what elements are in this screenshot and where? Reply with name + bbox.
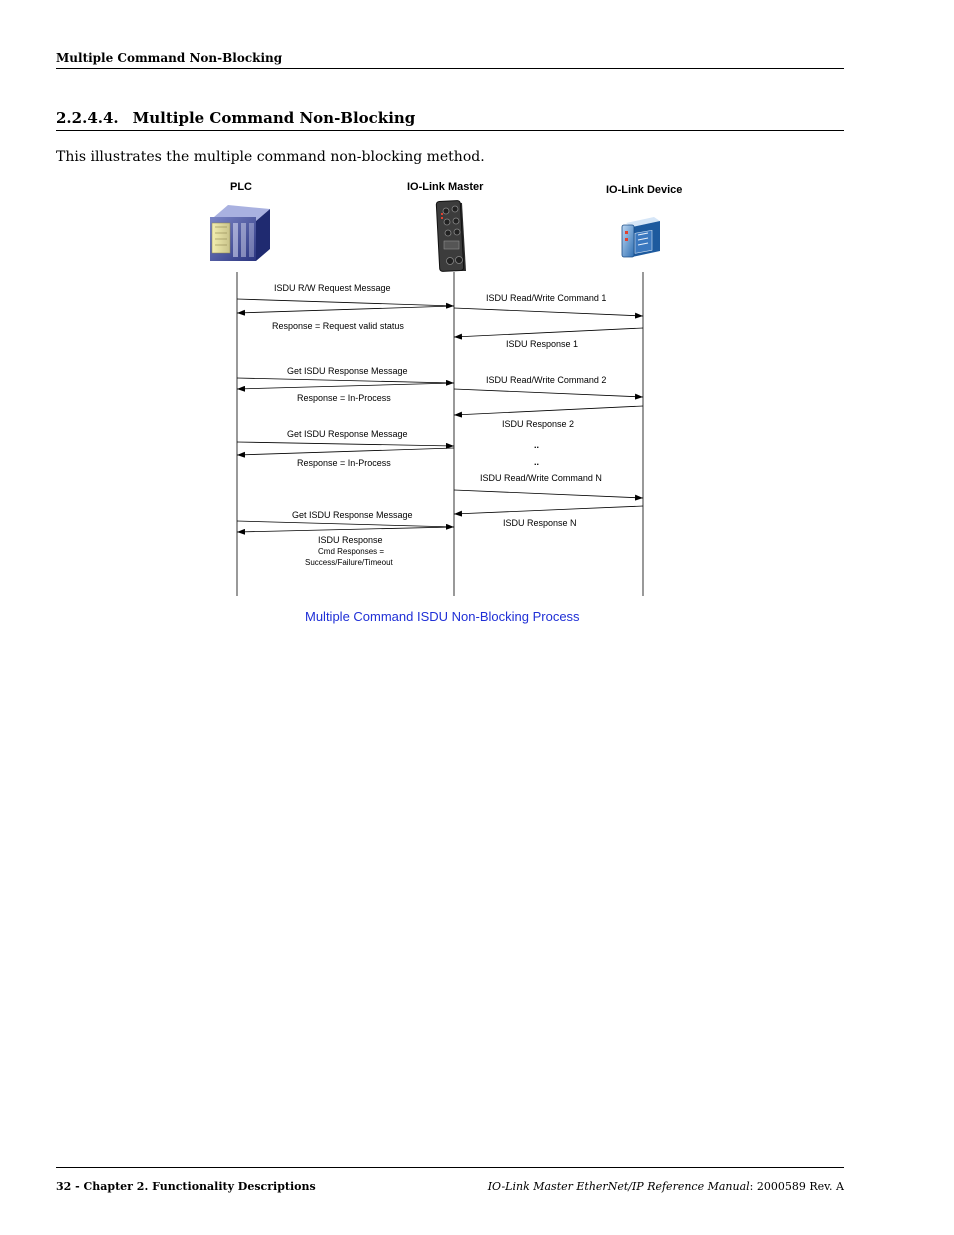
msg-isdu-response-n: ISDU Response N — [503, 518, 577, 528]
footer-manual-reference — [488, 1180, 844, 1193]
msg-isdu-response-1: ISDU Response 1 — [506, 339, 579, 349]
msg-get-isdu-response-3: Get ISDU Response Message — [292, 510, 413, 520]
section-number: 2.2.4.4. — [56, 109, 119, 127]
running-header: Multiple Command Non-Blocking — [56, 51, 283, 65]
section-rule — [56, 130, 844, 131]
lane-label-master: IO-Link Master — [407, 181, 484, 193]
footer-doc-number: : 2000589 Rev. A — [749, 1180, 844, 1193]
header-rule — [56, 68, 844, 69]
io-link-master-icon — [436, 200, 466, 271]
lane-label-device: IO-Link Device — [606, 184, 683, 196]
section-title-text: Multiple Command Non-Blocking — [132, 109, 416, 127]
msg-cmd-responses: Cmd Responses = — [318, 547, 385, 556]
ellipsis-2: .. — [534, 457, 540, 467]
sequence-diagram — [200, 175, 700, 607]
figure-caption: Multiple Command ISDU Non-Blocking Process — [305, 609, 580, 624]
msg-response-in-process-2: Response = In-Process — [297, 458, 391, 468]
ellipsis-1: .. — [534, 440, 540, 450]
msg-isdu-rw-command-1: ISDU Read/Write Command 1 — [486, 293, 607, 303]
intro-paragraph: This illustrates the multiple command non-blocking method. — [56, 149, 485, 165]
msg-isdu-response-2: ISDU Response 2 — [502, 419, 575, 429]
msg-response-in-process-1: Response = In-Process — [297, 393, 391, 403]
msg-success-failure-timeout: Success/Failure/Timeout — [305, 558, 393, 567]
msg-isdu-rw-request: ISDU R/W Request Message — [274, 283, 391, 293]
lane-label-plc: PLC — [230, 181, 252, 193]
message-arrows — [237, 299, 643, 532]
footer-manual-title: IO-Link Master EtherNet/IP Reference Manual — [487, 1180, 750, 1193]
footer-rule — [56, 1167, 844, 1168]
msg-final-isdu-response: ISDU Response — [318, 535, 383, 545]
msg-get-isdu-response-2: Get ISDU Response Message — [287, 429, 408, 439]
section-heading — [56, 109, 415, 127]
plc-icon — [210, 205, 270, 261]
msg-isdu-rw-command-n: ISDU Read/Write Command N — [480, 473, 602, 483]
footer-page-chapter: 32 - Chapter 2. Functionality Descriptions — [56, 1180, 316, 1193]
io-link-device-icon — [622, 217, 660, 257]
msg-isdu-rw-command-2: ISDU Read/Write Command 2 — [486, 375, 607, 385]
msg-get-isdu-response-1: Get ISDU Response Message — [287, 366, 408, 376]
msg-response-request-valid: Response = Request valid status — [272, 321, 404, 331]
